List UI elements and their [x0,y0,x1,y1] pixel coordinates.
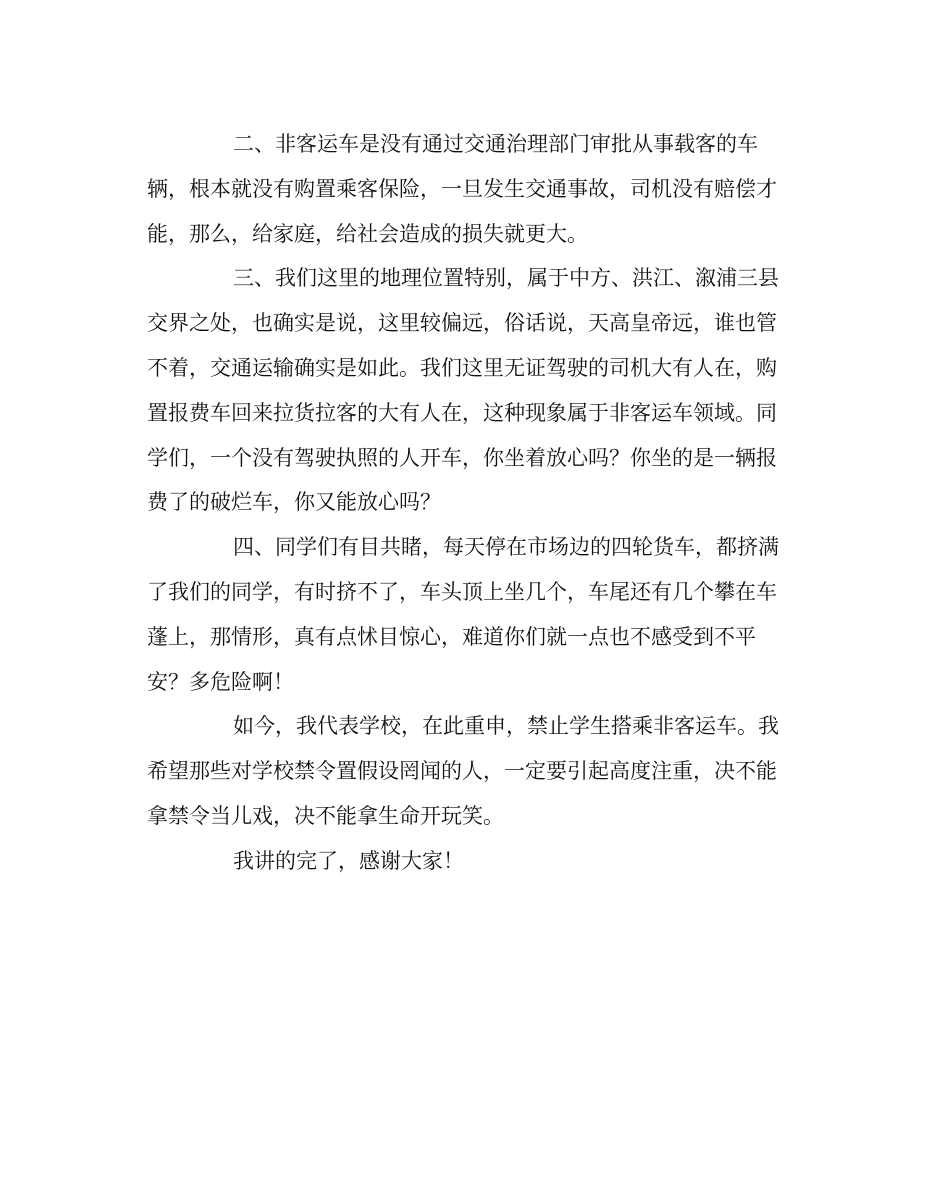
text-line: 不着，交通运输确实是如此。我们这里无证驾驶的司机大有人在，购 [147,355,777,380]
text-line: 蓬上，那情形，真有点怵目惊心，难道你们就一点也不感受到不平 [147,624,756,649]
text-line: 交界之处，也确实是说，这里较偏远，俗话说，天高皇帝远，谁也管 [147,311,777,336]
paragraph-2 [147,122,803,256]
text-line: 拿禁令当儿戏，决不能拿生命开玩笑。 [147,803,504,828]
paragraph-4 [147,525,803,704]
text-line: 二、非客运车是没有通过交通治理部门审批从事载客的车 [233,132,758,156]
text-line: 我讲的完了，感谢大家！ [233,848,464,873]
text-line: 如今，我代表学校，在此重申，禁止学生搭乘非客运车。我 [233,714,779,739]
text-line: 安？多危险啊！ [147,669,294,694]
paragraph-closing [147,839,803,884]
document-body [147,122,803,884]
text-line: 能，那么，给家庭，给社会造成的损失就更大。 [147,221,588,246]
paragraph-now [147,704,803,838]
text-line: 学们，一个没有驾驶执照的人开车，你坐着放心吗？你坐的是一辆报 [147,445,777,470]
text-line: 费了的破烂车，你又能放心吗？ [147,490,441,515]
paragraph-3 [147,256,803,525]
text-line: 置报费车回来拉货拉客的大有人在，这种现象属于非客运车领域。同 [147,400,777,425]
text-line: 希望那些对学校禁令置假设罔闻的人，一定要引起高度注重，决不能 [147,759,777,784]
text-line: 辆，根本就没有购置乘客保险，一旦发生交通事故，司机没有赔偿才 [147,176,777,201]
text-line: 了我们的同学，有时挤不了，车头顶上坐几个，车尾还有几个攀在车 [147,579,777,604]
text-line: 三、我们这里的地理位置特别，属于中方、洪江、溆浦三县 [233,266,779,291]
text-line: 四、同学们有目共睹，每天停在市场边的四轮货车，都挤满 [233,535,779,560]
